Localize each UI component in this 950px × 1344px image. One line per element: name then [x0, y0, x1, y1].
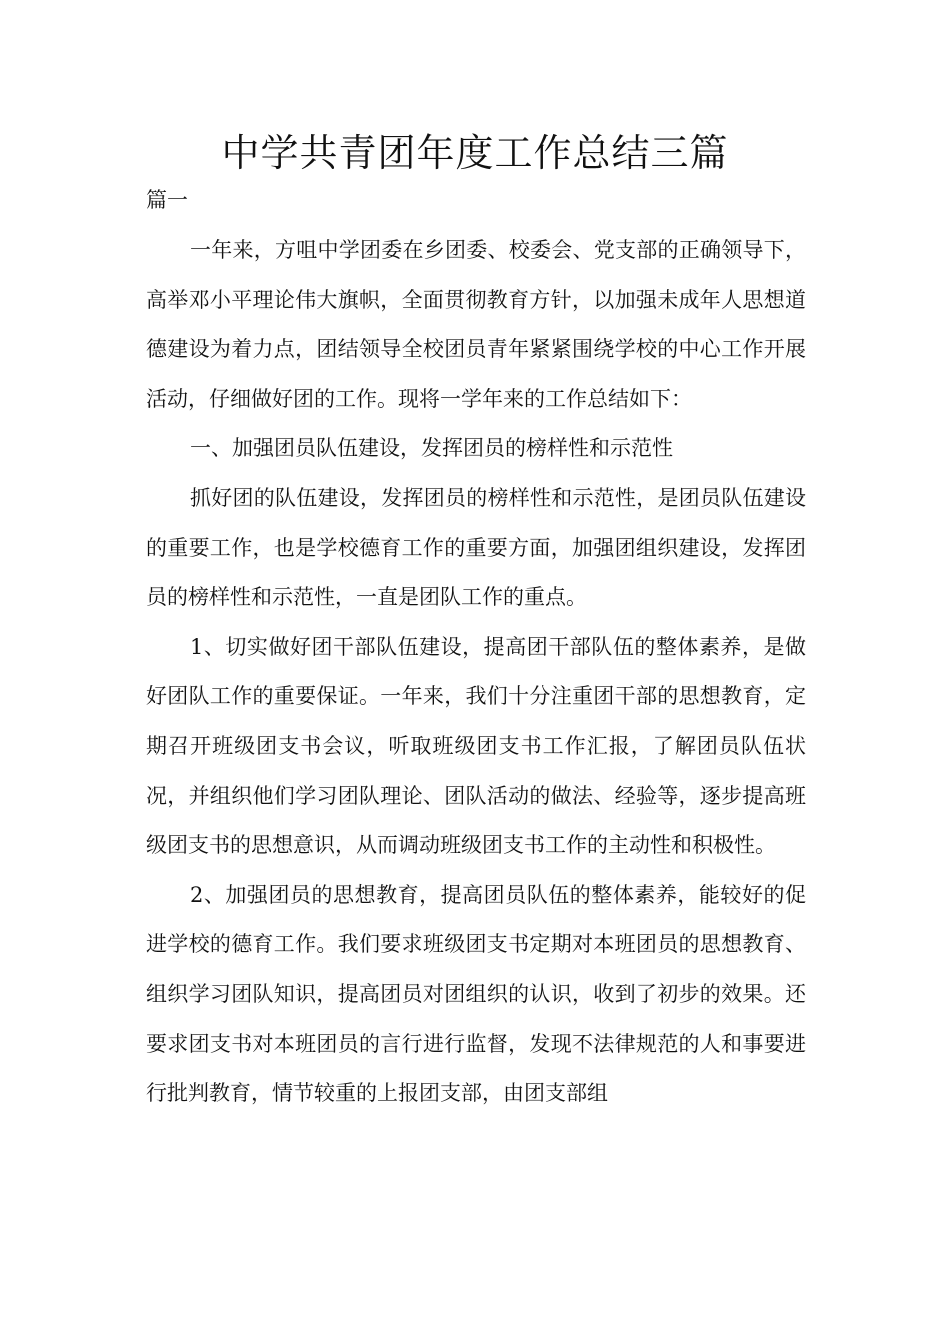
paragraph-team-building: 抓好团的队伍建设，发挥团员的榜样性和示范性，是团员队伍建设的重要工作，也是学校德育工作的重要方面，加强团组织建设，发挥团员的榜样性和示范性，一直是团队工作的重点。 [146, 485, 806, 610]
paragraph-item-1: 1、切实做好团干部队伍建设，提高团干部队伍的整体素养，是做好团队工作的重要保证。一年来，我们十分注重团干部的思想教育，定期召开班级团支书会议，听取班级团支书工作汇报，了解团员队伍状况，并组织他们学习团队理论、团队活动的做法、经验等，逐步提高班级团支书的思想意识，从而调动班级团支书工作的主动性和积极性。 [146, 634, 806, 858]
paragraph-intro: 一年来，方咀中学团委在乡团委、校委会、党支部的正确领导下，高举邓小平理论伟大旗帜，全面贯彻教育方针，以加强未成年人思想道德建设为着力点，团结领导全校团员青年紧紧围绕学校的中心工作开展活动，仔细做好团的工作。现将一学年来的工作总结如下： [146, 238, 806, 411]
section-label: 篇一 [146, 188, 188, 212]
paragraph-item-2: 2、加强团员的思想教育，提高团员队伍的整体素养，能较好的促进学校的德育工作。我们要求班级团支书定期对本班团员的思想教育、组织学习团队知识，提高团员对团组织的认识，收到了初步的效果。还要求团支书对本班团员的言行进行监督，发现不法律规范的人和事要进行批判教育，情节较重的上报团支部，由团支部组 [146, 882, 806, 1106]
document-title: 中学共青团年度工作总结三篇 [221, 131, 729, 175]
heading-section-one: 一、加强团员队伍建设，发挥团员的榜样性和示范性 [190, 436, 673, 461]
document-body [146, 226, 806, 1119]
